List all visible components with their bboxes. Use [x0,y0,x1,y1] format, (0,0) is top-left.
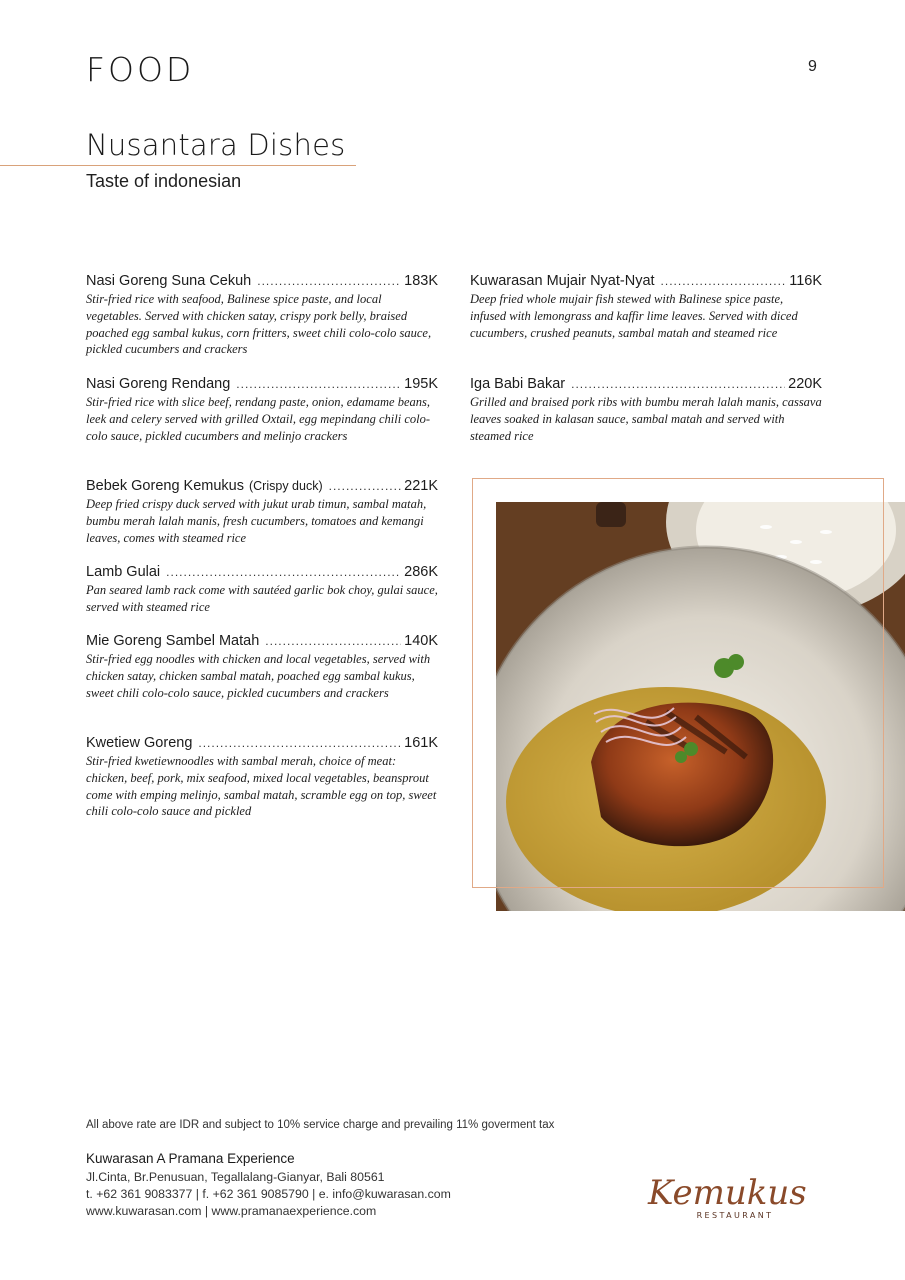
menu-item-lamb-gulai [86,563,438,616]
menu-item-description: Stir-fried egg noodles with chicken and local vegetables, served with chicken satay, chicken sambal matah, poached egg sambal kukus, sweet chili colo-colo sauce, pickled cucumbers and crackers [86,652,431,700]
menu-item-name: Nasi Goreng Suna Cekuh [86,273,252,289]
menu-item-price: 220K [788,376,822,392]
menu-item-description: Stir-fried rice with slice beef, rendang paste, onion, edamame beans, leek and celery served with grilled Oxtail, egg mepindang chili colo-colo sauce, pickled cucumbers and melinjo crackers [86,395,431,443]
dot-leader [198,734,401,752]
menu-item-price: 183K [404,273,438,289]
menu-item-name: Mie Goreng Sambel Matah [86,633,260,649]
page-subtitle: Taste of indonesian [86,171,242,191]
menu-item-description: Stir-fried kwetiewnoodles with sambal merah, choice of meat: chicken, beef, pork, mix seafood, mixed local vegetables, beansprout come with emping melinjo, sambal matah, scramble egg on top, sweet chili colo-colo sauce and pickled [86,754,437,819]
menu-item-name: Iga Babi Bakar [470,376,566,392]
menu-item-mie-goreng-sambel-matah [86,632,438,701]
menu-item-description: Stir-fried rice with seafood, Balinese spice paste, and local vegetables. Served with chicken satay, crispy pork belly, braised poached egg sambal kukus, corn fritters, sweet chili colo-colo sauce, pickled cucumbers and crackers [86,292,432,357]
footer-address: Jl.Cinta, Br.Penusuan, Tegallalang-Gianyar, Bali 80561 [86,1170,385,1184]
tax-footnote: All above rate are IDR and subject to 10% service charge and prevailing 11% goverment tax [86,1119,555,1131]
menu-item-name: Kwetiew Goreng [86,735,193,751]
dot-leader [661,272,787,290]
menu-item-price: 286K [404,564,438,580]
kemukus-logo [640,1168,825,1224]
menu-item-price: 195K [404,376,438,392]
menu-item-nasi-goreng-rendang [86,375,438,444]
menu-item-price: 140K [404,633,438,649]
menu-item-kuwarasan-mujair-nyat-nyat [470,272,822,341]
menu-item-name: Kuwarasan Mujair Nyat-Nyat [470,273,655,289]
menu-item-kwetiew-goreng [86,734,438,820]
menu-item-description: Deep fried whole mujair fish stewed with Balinese spice paste, infused with lemongrass and kaffir lime leaves. Served with diced cucumbers, crushed peanuts, sambal matah and steamed rice [470,292,798,340]
dot-leader [571,375,785,393]
title-divider [0,165,356,166]
menu-item-price: 161K [404,735,438,751]
menu-item-name: Lamb Gulai [86,564,161,580]
menu-item-name: Nasi Goreng Rendang [86,376,231,392]
logo-tagline: RESTAURANT [696,1211,774,1220]
dot-leader [166,563,401,581]
menu-item-note: (Crispy duck) [248,479,323,493]
footer-contact: t. +62 361 9083377 | f. +62 361 9085790 | e. info@kuwarasan.com [86,1187,451,1201]
page-number: 9 [808,58,817,75]
menu-item-iga-babi-bakar [470,375,822,444]
menu-item-price: 221K [404,478,438,494]
menu-item-description: Grilled and braised pork ribs with bumbu merah lalah manis, cassava leaves soaked in kalasan sauce, sambal matah and served with steamed rice [470,395,822,443]
section-heading: FOOD [86,50,195,89]
menu-item-description: Deep fried crispy duck served with jukut urab timun, sambal matah, bumbu merah lalah manis, fresh cucumbers, tomatoes and kemangi leaves, comes with steamed rice [86,497,427,545]
page-title: Nusantara Dishes [86,128,346,162]
dot-leader [236,375,401,393]
menu-item-nasi-goreng-suna-cekuh [86,272,438,358]
footer-company-name: Kuwarasan A Pramana Experience [86,1151,295,1166]
dot-leader [265,632,401,650]
dot-leader [257,272,401,290]
photo-frame [472,478,884,888]
menu-item-price: 116K [789,273,822,289]
footer-websites: www.kuwarasan.com | www.pramanaexperience.com [86,1204,377,1218]
menu-item-name: Bebek Goreng Kemukus [86,478,244,494]
dot-leader [329,477,402,495]
menu-item-bebek-goreng-kemukus [86,477,438,546]
menu-item-description: Pan seared lamb rack come with sautéed garlic bok choy, gulai sauce, served with steamed rice [86,583,438,614]
logo-script: Kemukus [648,1173,807,1213]
